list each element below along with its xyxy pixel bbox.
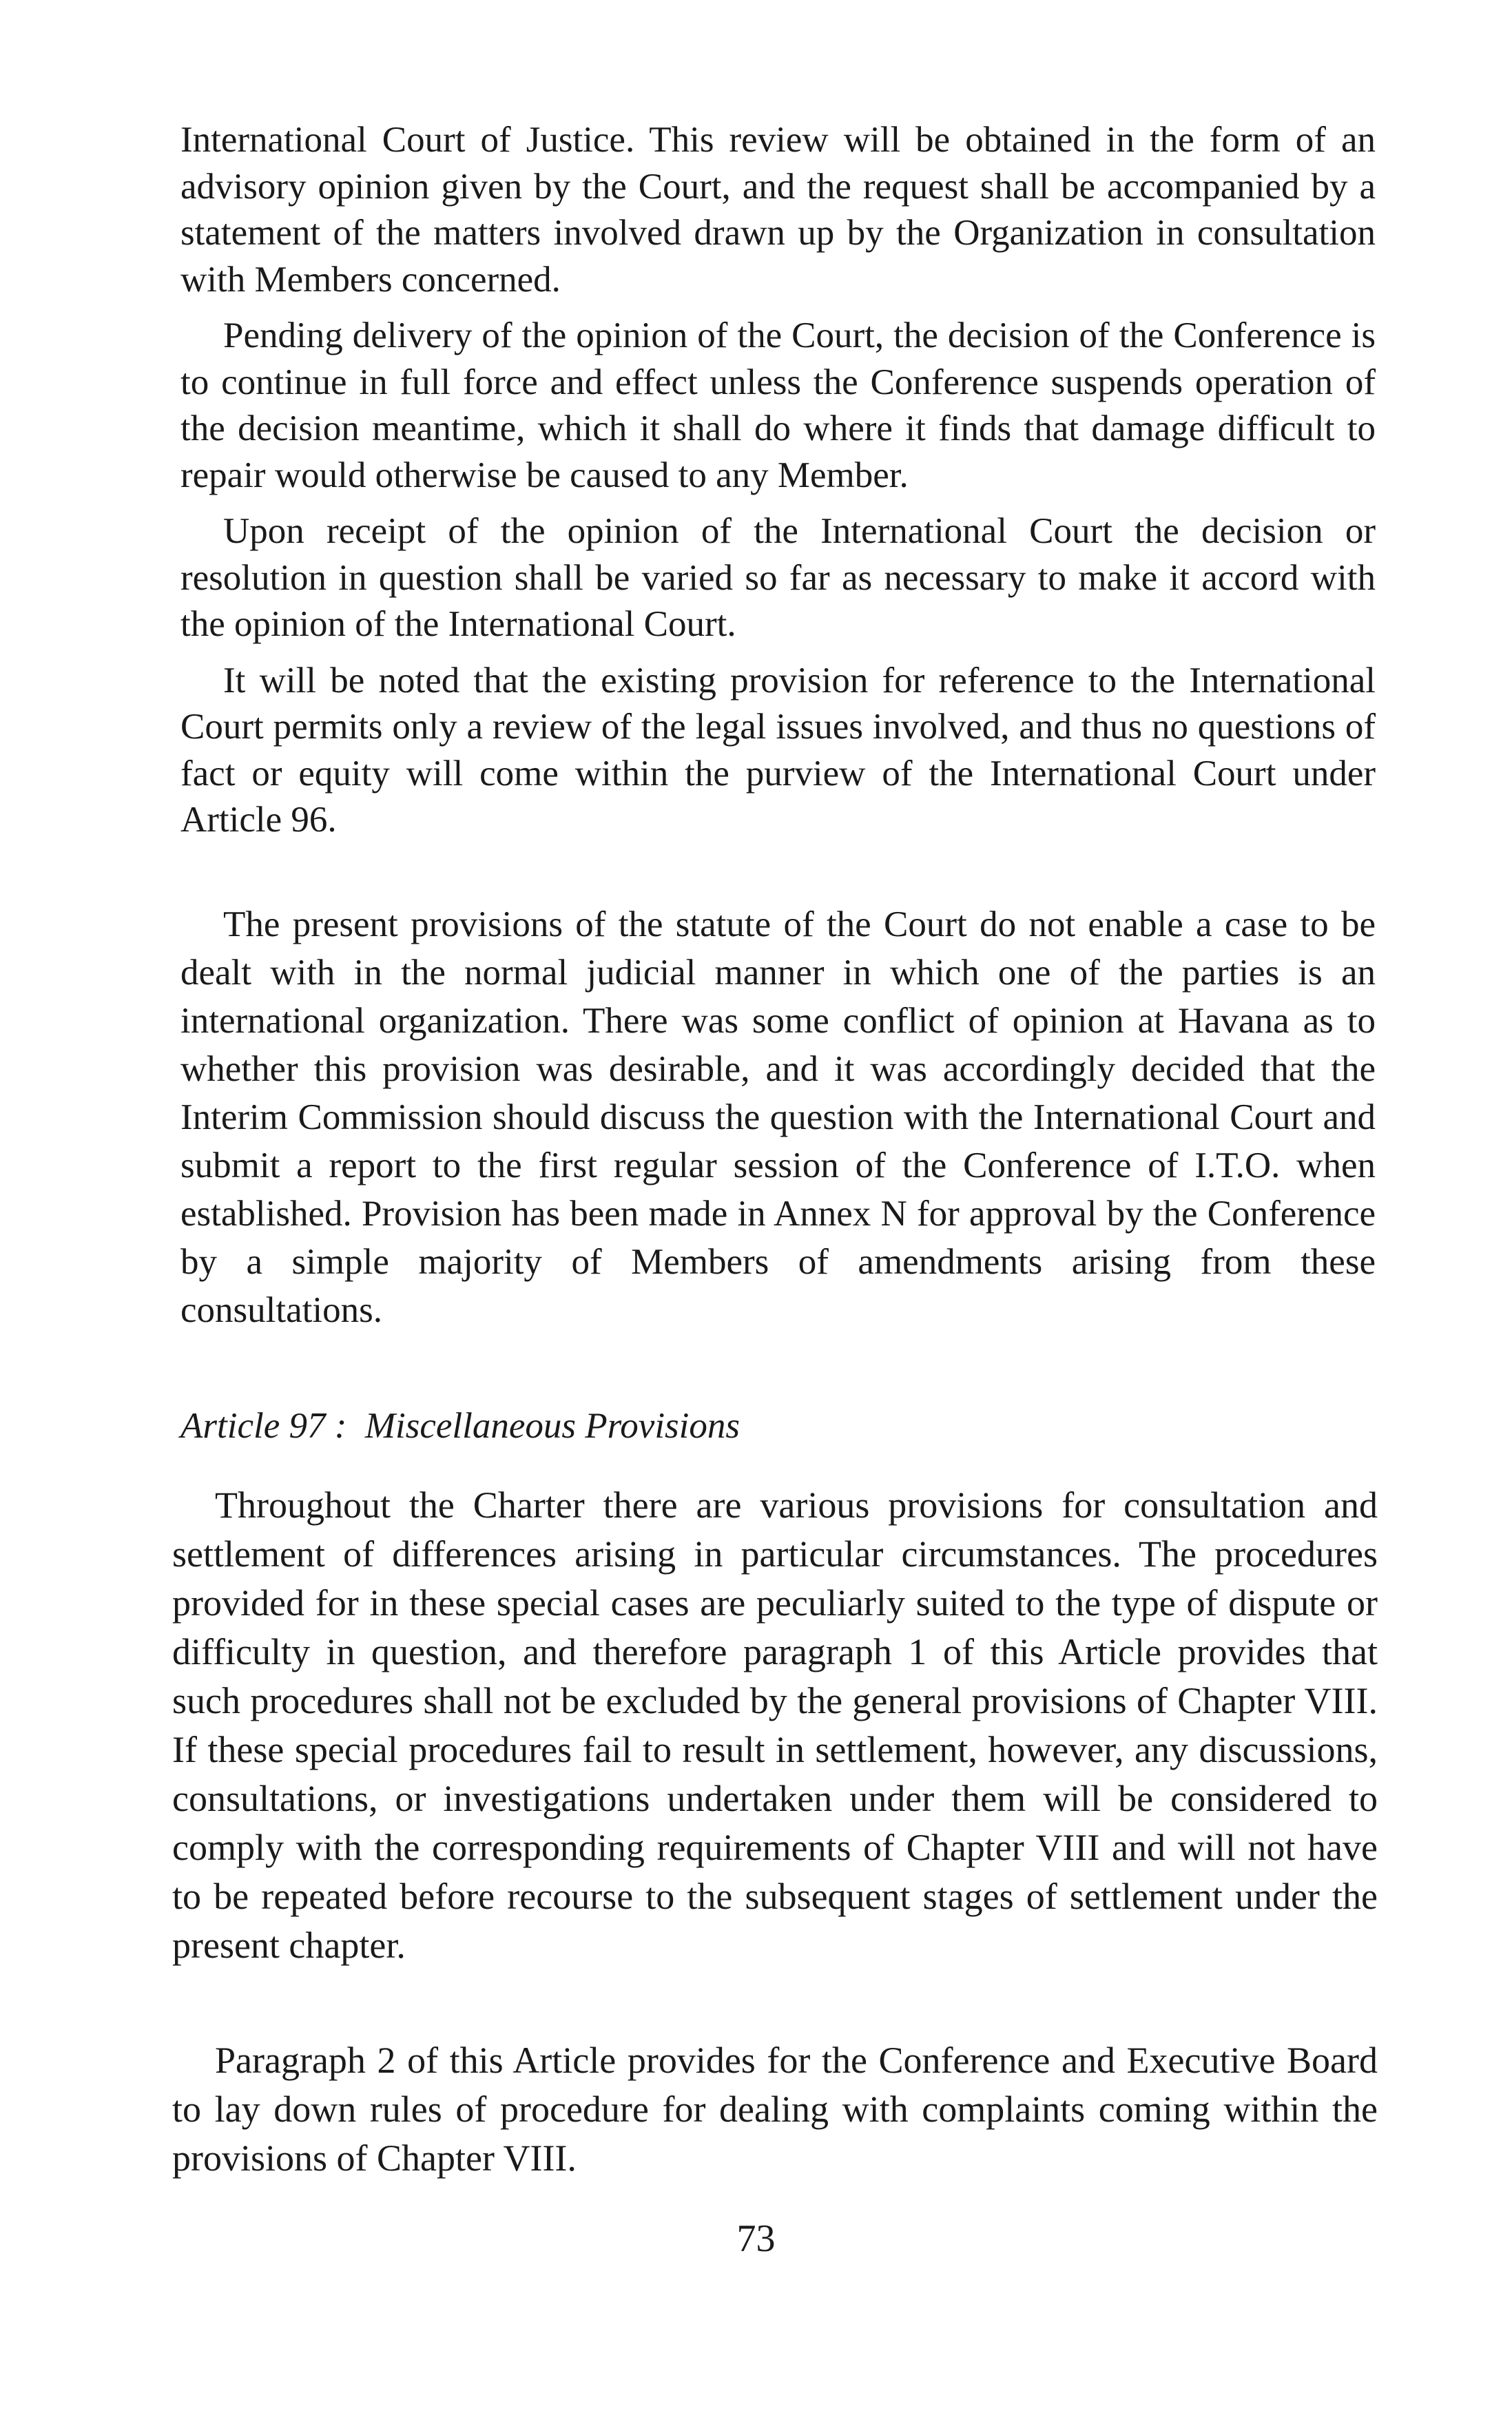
text-block-top	[180, 117, 1376, 844]
text-block-article-97	[172, 1481, 1378, 1970]
text-block-paragraph-2	[172, 2036, 1378, 2183]
paragraph-existing-provision: It will be noted that the existing provision for reference to the International Court permits only a review of the legal issues involved, and thus no questions of fact or equity will come within the purview of the International Court under Article 96.	[180, 660, 1376, 840]
section-heading: Article 97 : Miscellaneous Provisions	[180, 1406, 741, 1446]
paragraph-statute-provisions: The present provisions of the statute of the Court do not enable a case to be dealt with in the normal judicial manner in which one of the parties is an international organization. There was some conflict of opinion at Havana as to whether this provision was desirable, and it was accordingly decided that the Interim Commission should discuss the question with the International Court and submit a report to the first regular session of the Conference of I.T.O. when established. Provision has been made in Annex N for approval by the Conference by a simple majority of Members of amendments arising from these consultations.	[180, 904, 1376, 1330]
paragraph-pending-delivery: Pending delivery of the opinion of the Court, the decision of the Conference is to continue in full force and effect unless the Conference suspends operation of the decision meantime, which it shall do where it finds that damage difficult to repair would otherwise be caused to any Member.	[180, 315, 1376, 495]
text-block-statute	[180, 900, 1376, 1334]
paragraph-upon-receipt: Upon receipt of the opinion of the International Court the decision or resolution in question shall be varied so far as necessary to make it accord with the opinion of the International Court.	[180, 511, 1376, 644]
paragraph-rules-of-procedure: Paragraph 2 of this Article provides for the Conference and Executive Board to lay down rules of procedure for dealing with complaints coming within the provisions of Chapter VIII.	[172, 2040, 1378, 2179]
paragraph-throughout-charter: Throughout the Charter there are various provisions for consultation and settlement of differences arising in particular circumstances. The procedures provided for in these special cases are peculiarly suited to the type of dispute or difficulty in question, and therefore paragraph 1 of this Article provides that such procedures shall not be excluded by the general provisions of Chapter VIII. If these special procedures fail to result in settlement, however, any discussions, consultations, or investigations undertaken under them will be considered to comply with the corresponding requirements of Chapter VIII and will not have to be repeated before recourse to the subsequent stages of settlement under the present chapter.	[172, 1484, 1378, 1966]
paragraph-continuation: International Court of Justice. This review will be obtained in the form of an advisory opinion given by the Court, and the request shall be accompanied by a statement of the matters involved drawn up by the Organization in consultation with Members concerned.	[180, 120, 1376, 300]
page-number: 73	[736, 2217, 776, 2260]
